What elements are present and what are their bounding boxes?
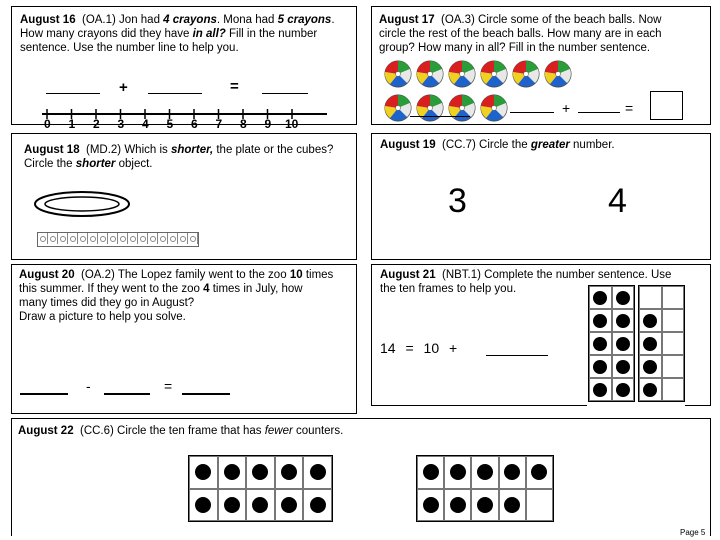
number-line-label: 10 bbox=[285, 117, 299, 131]
problem-19-text: August 19 (CC.7) Circle the greater number. bbox=[380, 139, 615, 151]
counter-dot bbox=[423, 497, 439, 513]
answer-blank-1[interactable] bbox=[46, 93, 100, 94]
cube bbox=[88, 233, 98, 244]
counter-dot bbox=[593, 291, 607, 305]
counter-dot bbox=[643, 314, 657, 328]
plate-image bbox=[34, 190, 134, 220]
cube bbox=[118, 233, 128, 244]
ten-frame-cell bbox=[662, 309, 685, 332]
ten-frame-full bbox=[588, 285, 635, 402]
problem-20-date: August 20 bbox=[19, 269, 75, 281]
cube bbox=[58, 233, 68, 244]
counter-dot bbox=[195, 497, 211, 513]
ten-frame-cell bbox=[662, 286, 685, 309]
ten-frame-cell bbox=[417, 489, 444, 522]
ten-frame-cell bbox=[589, 286, 612, 309]
ten-frame-partial bbox=[638, 285, 685, 402]
problem-19-date: August 19 bbox=[380, 139, 436, 151]
counter-dot bbox=[477, 464, 493, 480]
ten-frame-cell bbox=[526, 456, 553, 489]
ten-frame-cell bbox=[417, 456, 444, 489]
ten-frame-cell bbox=[589, 378, 612, 401]
cube bbox=[38, 233, 48, 244]
beach-ball[interactable] bbox=[384, 94, 412, 122]
ten-frame-cell bbox=[246, 456, 275, 489]
number-line-label: 0 bbox=[44, 117, 51, 131]
ten-frame-cell bbox=[444, 456, 471, 489]
cube bbox=[148, 233, 158, 244]
cube bbox=[78, 233, 88, 244]
counter-dot bbox=[504, 464, 520, 480]
counter-dot bbox=[593, 383, 607, 397]
number-three[interactable]: 3 bbox=[448, 182, 467, 220]
number-line-label: 1 bbox=[68, 117, 76, 131]
ten-frame-cell bbox=[471, 456, 498, 489]
ten-frame-cell bbox=[639, 355, 662, 378]
number-line-label: 7 bbox=[215, 117, 223, 131]
ten-frame-cell bbox=[612, 286, 635, 309]
counter-dot bbox=[252, 497, 268, 513]
ten-frame-cell bbox=[189, 456, 218, 489]
counter-dot bbox=[477, 497, 493, 513]
ten-frame-cell bbox=[275, 489, 304, 522]
ten-frame-cell bbox=[612, 355, 635, 378]
number-line-label: 6 bbox=[191, 117, 198, 131]
ten-frame-cell bbox=[275, 456, 304, 489]
ten-frame-cell bbox=[499, 456, 526, 489]
counter-dot bbox=[643, 337, 657, 351]
beach-ball[interactable] bbox=[512, 60, 540, 88]
ten-frame-a[interactable] bbox=[188, 455, 333, 522]
number-sentence: 14 = 10 + bbox=[380, 340, 458, 356]
counter-dot bbox=[593, 360, 607, 374]
counter-dot bbox=[423, 464, 439, 480]
number-line-label: 4 bbox=[142, 117, 149, 131]
beach-ball[interactable] bbox=[544, 60, 572, 88]
problem-18-text: August 18 (MD.2) Which is shorter, the plate or the cubes? Circle the shorter object. bbox=[24, 144, 334, 170]
cube bbox=[98, 233, 108, 244]
problem-21-text: August 21 (NBT.1) Complete the number sentence. Use the ten frames to help you. bbox=[380, 269, 672, 295]
ten-frame-cell bbox=[499, 489, 526, 522]
problem-21-date: August 21 bbox=[380, 269, 436, 281]
answer-box[interactable] bbox=[650, 91, 683, 120]
counter-dot bbox=[616, 360, 630, 374]
counter-dot bbox=[450, 497, 466, 513]
plus-sign: + bbox=[562, 100, 571, 116]
beach-ball[interactable] bbox=[416, 94, 444, 122]
cube bbox=[68, 233, 78, 244]
minus-sign: - bbox=[86, 378, 91, 394]
problem-17-date: August 17 bbox=[379, 14, 435, 26]
counter-dot bbox=[531, 464, 547, 480]
problem-17-text: August 17 (OA.3) Circle some of the beach balls. Now circle the rest of the beach balls. How many are in each group? How many in all? Fill in the number sentence. bbox=[379, 14, 662, 54]
counter-dot bbox=[281, 464, 297, 480]
ten-frame-cell bbox=[662, 355, 685, 378]
number-line-label: 3 bbox=[117, 117, 125, 131]
cube bbox=[128, 233, 138, 244]
cube bbox=[168, 233, 178, 244]
ten-frame-b[interactable] bbox=[416, 455, 554, 522]
ten-frame-cell bbox=[246, 489, 275, 522]
cube bbox=[138, 233, 148, 244]
counter-dot bbox=[616, 314, 630, 328]
equals-sign: = bbox=[625, 100, 634, 116]
counter-dot bbox=[450, 464, 466, 480]
bottom-rule bbox=[371, 405, 587, 406]
equals-sign: = bbox=[230, 78, 239, 95]
number-line-label: 9 bbox=[264, 117, 272, 131]
cubes-train bbox=[37, 232, 199, 247]
beach-ball[interactable] bbox=[448, 60, 476, 88]
cube bbox=[188, 233, 198, 244]
ten-frame-cell bbox=[612, 378, 635, 401]
counter-dot bbox=[616, 291, 630, 305]
cube bbox=[108, 233, 118, 244]
beach-ball[interactable] bbox=[480, 60, 508, 88]
ten-frame-cell bbox=[639, 332, 662, 355]
ten-frame-cell bbox=[639, 378, 662, 401]
ten-frame-cell bbox=[526, 489, 553, 522]
ten-frame-cell bbox=[639, 309, 662, 332]
ten-frame-cell bbox=[662, 378, 685, 401]
problem-22-date: August 22 bbox=[18, 425, 74, 437]
ten-frame-cell bbox=[662, 332, 685, 355]
cube bbox=[158, 233, 168, 244]
page-number: Page 5 bbox=[680, 528, 706, 537]
bottom-rule-right bbox=[685, 405, 711, 406]
ten-frame-cell bbox=[589, 332, 612, 355]
problem-20-text: August 20 (OA.2) The Lopez family went to the zoo 10 times this summer. If they went to the zoo 4 times in July, how many times did they go in August? Draw a picture to help you solve. bbox=[19, 269, 334, 323]
ten-frame-cell bbox=[444, 489, 471, 522]
number-line-label: 8 bbox=[240, 117, 247, 131]
ten-frame-cell bbox=[589, 355, 612, 378]
cube bbox=[178, 233, 188, 244]
number-four[interactable]: 4 bbox=[608, 182, 627, 220]
number-line-label: 5 bbox=[166, 117, 174, 131]
counter-dot bbox=[643, 383, 657, 397]
answer-blank-10[interactable] bbox=[486, 355, 548, 356]
answer-blank-2[interactable] bbox=[148, 93, 202, 94]
plus-sign: + bbox=[119, 79, 128, 96]
counter-dot bbox=[593, 314, 607, 328]
counter-dot bbox=[281, 497, 297, 513]
counter-dot bbox=[195, 464, 211, 480]
ten-frame-cell bbox=[612, 332, 635, 355]
ten-frame-cell bbox=[471, 489, 498, 522]
problem-22-text: August 22 (CC.6) Circle the ten frame that has fewer counters. bbox=[18, 425, 344, 437]
ten-frame-cell bbox=[589, 309, 612, 332]
answer-blank-6[interactable] bbox=[578, 112, 620, 113]
number-line-label: 2 bbox=[93, 117, 100, 131]
counter-dot bbox=[310, 464, 326, 480]
beach-ball[interactable] bbox=[448, 94, 476, 122]
ten-frame-cell bbox=[303, 489, 332, 522]
ten-frame-cell bbox=[639, 286, 662, 309]
answer-blank-4[interactable] bbox=[410, 116, 470, 117]
ten-frame-cell bbox=[612, 309, 635, 332]
counter-dot bbox=[616, 383, 630, 397]
counter-dot bbox=[593, 337, 607, 351]
problem-16-text: August 16 (OA.1) Jon had 4 crayons. Mona had 5 crayons. How many crayons did they have in all? Fill in the number sentence. Use the number line to help you. bbox=[20, 14, 335, 54]
counter-dot bbox=[643, 360, 657, 374]
beach-ball[interactable] bbox=[480, 94, 508, 122]
problem-19-box bbox=[371, 133, 711, 260]
ten-frame-cell bbox=[303, 456, 332, 489]
counter-dot bbox=[252, 464, 268, 480]
counter-dot bbox=[224, 497, 240, 513]
ten-frame-cell bbox=[189, 489, 218, 522]
ten-frame-cell bbox=[218, 456, 247, 489]
counter-dot bbox=[310, 497, 326, 513]
beach-ball[interactable] bbox=[416, 60, 444, 88]
ten-frame-cell bbox=[218, 489, 247, 522]
answer-blank-8[interactable] bbox=[104, 393, 150, 395]
beach-ball[interactable] bbox=[384, 60, 412, 88]
answer-blank-3[interactable] bbox=[262, 93, 308, 94]
answer-blank-7[interactable] bbox=[20, 393, 68, 395]
answer-blank-5[interactable] bbox=[510, 112, 554, 113]
problem-18-date: August 18 bbox=[24, 144, 80, 156]
counter-dot bbox=[504, 497, 520, 513]
counter-dot bbox=[224, 464, 240, 480]
cube bbox=[48, 233, 58, 244]
problem-16-date: August 16 bbox=[20, 14, 76, 26]
counter-dot bbox=[616, 337, 630, 351]
equals-sign: = bbox=[164, 378, 173, 394]
answer-blank-9[interactable] bbox=[182, 393, 230, 395]
